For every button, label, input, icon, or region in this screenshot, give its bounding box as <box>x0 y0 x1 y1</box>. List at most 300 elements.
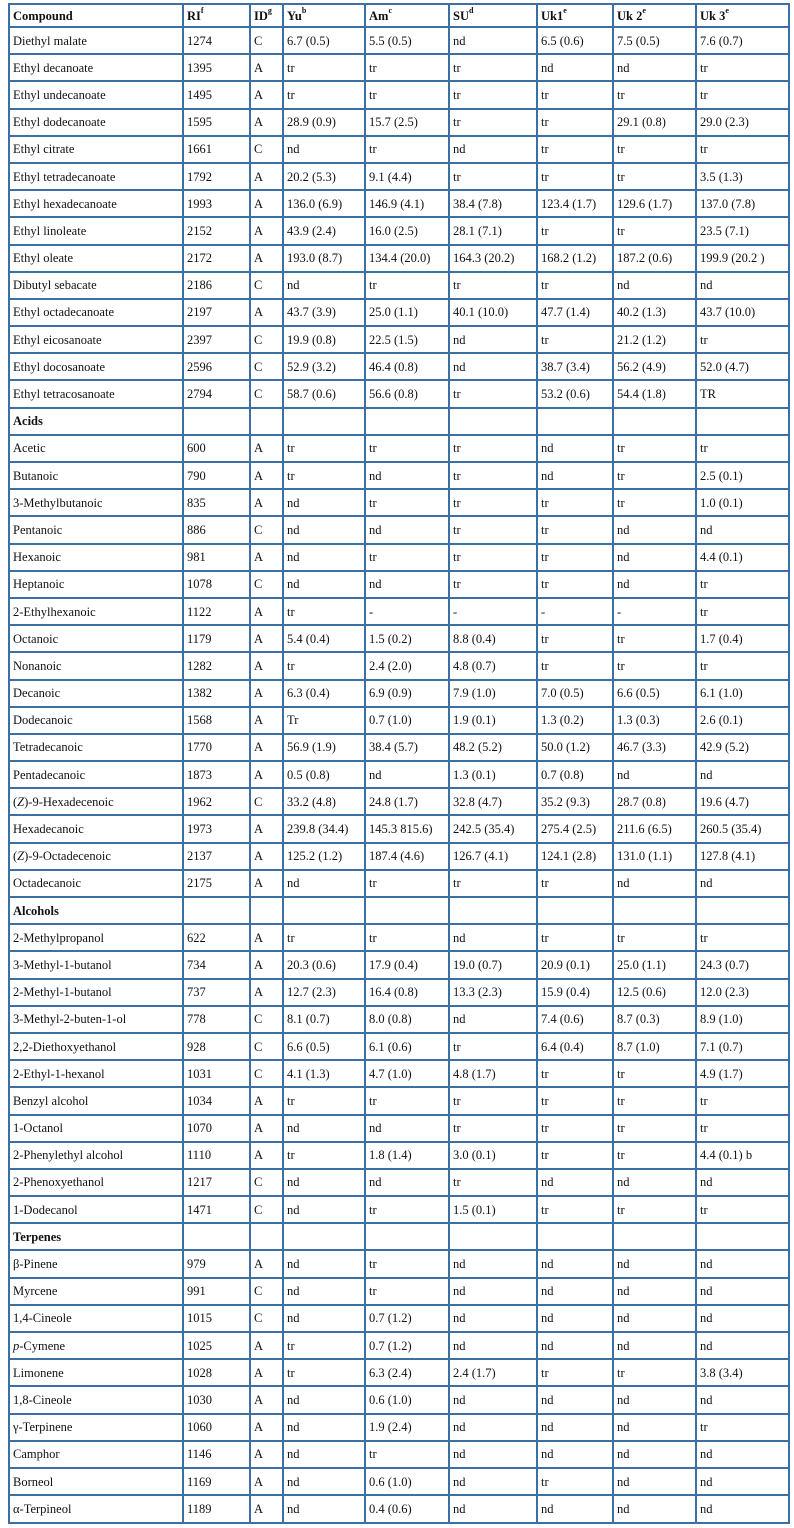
table-cell: 1.3 (0.3) <box>613 707 696 734</box>
compound-cell: 1,4-Cineole <box>9 1305 183 1332</box>
table-cell: tr <box>537 1196 613 1223</box>
table-cell: C <box>250 27 283 54</box>
table-cell: 2596 <box>183 353 250 380</box>
table-cell: tr <box>365 136 449 163</box>
table-cell: A <box>250 299 283 326</box>
table-row <box>9 81 789 108</box>
table-cell: 1060 <box>183 1414 250 1441</box>
table-cell: tr <box>537 81 613 108</box>
table-cell: nd <box>537 1441 613 1468</box>
compound-cell: 1,8-Cineole <box>9 1386 183 1413</box>
table-cell: 3.0 (0.1) <box>449 1142 537 1169</box>
table-cell: A <box>250 870 283 897</box>
table-cell <box>537 408 613 435</box>
table-cell: 56.6 (0.8) <box>365 380 449 407</box>
table-cell: 1.9 (2.4) <box>365 1414 449 1441</box>
table-cell: tr <box>365 870 449 897</box>
compound-cell: Dibutyl sebacate <box>9 272 183 299</box>
table-cell: 622 <box>183 924 250 951</box>
table-cell: 50.0 (1.2) <box>537 734 613 761</box>
column-header-footnote: e <box>642 6 646 16</box>
table-cell: tr <box>696 1115 789 1142</box>
compound-cell: 1-Dodecanol <box>9 1196 183 1223</box>
table-cell: nd <box>449 1386 537 1413</box>
compound-cell: p-Cymene <box>9 1332 183 1359</box>
table-cell: tr <box>537 136 613 163</box>
table-cell: 52.0 (4.7) <box>696 353 789 380</box>
compound-cell: Limonene <box>9 1359 183 1386</box>
table-cell: nd <box>696 1332 789 1359</box>
table-cell: nd <box>283 1305 365 1332</box>
table-row <box>9 544 789 571</box>
table-cell: nd <box>613 544 696 571</box>
table-row <box>9 843 789 870</box>
table-cell: 22.5 (1.5) <box>365 326 449 353</box>
compound-cell: Octadecanoic <box>9 870 183 897</box>
table-cell: 1025 <box>183 1332 250 1359</box>
table-cell: tr <box>449 1169 537 1196</box>
compound-cell: (Z)-9-Octadecenoic <box>9 843 183 870</box>
table-cell: nd <box>696 272 789 299</box>
table-cell: tr <box>449 272 537 299</box>
table-row <box>9 1169 789 1196</box>
compound-cell: Pentadecanoic <box>9 761 183 788</box>
table-cell: 8.7 (0.3) <box>613 1006 696 1033</box>
table-cell: A <box>250 1468 283 1495</box>
table-cell: tr <box>365 1441 449 1468</box>
table-row <box>9 190 789 217</box>
table-cell: 0.4 (0.6) <box>365 1495 449 1523</box>
table-row <box>9 489 789 516</box>
table-cell: C <box>250 1006 283 1033</box>
compound-cell: Ethyl citrate <box>9 136 183 163</box>
table-cell: nd <box>365 516 449 543</box>
table-cell <box>183 897 250 924</box>
table-cell: nd <box>283 1386 365 1413</box>
table-cell: 6.5 (0.6) <box>537 27 613 54</box>
table-row <box>9 1468 789 1495</box>
table-cell: tr <box>613 462 696 489</box>
table-cell: 275.4 (2.5) <box>537 815 613 842</box>
table-cell: tr <box>613 1115 696 1142</box>
table-cell: 835 <box>183 489 250 516</box>
table-cell: 6.3 (0.4) <box>283 680 365 707</box>
table-cell: 20.9 (0.1) <box>537 951 613 978</box>
table-cell: tr <box>537 924 613 951</box>
section-label: Alcohols <box>9 897 183 924</box>
table-cell: 1.8 (1.4) <box>365 1142 449 1169</box>
table-cell: 48.2 (5.2) <box>449 734 537 761</box>
compound-cell: Ethyl linoleate <box>9 217 183 244</box>
table-cell: nd <box>449 1414 537 1441</box>
column-header-label: Compound <box>13 8 73 23</box>
compound-cell: Butanoic <box>9 462 183 489</box>
table-cell: 25.0 (1.1) <box>613 951 696 978</box>
table-cell: nd <box>283 1468 365 1495</box>
table-cell: nd <box>449 1468 537 1495</box>
table-cell: nd <box>613 54 696 81</box>
table-cell: C <box>250 571 283 598</box>
table-cell: 778 <box>183 1006 250 1033</box>
table-cell: tr <box>449 516 537 543</box>
column-header-footnote: f <box>200 6 204 16</box>
table-cell: tr <box>696 1414 789 1441</box>
column-header-footnote: e <box>725 6 729 16</box>
table-cell: tr <box>365 924 449 951</box>
table-cell: tr <box>449 1033 537 1060</box>
table-cell: nd <box>613 1278 696 1305</box>
table-cell <box>283 408 365 435</box>
table-cell: 187.2 (0.6) <box>613 245 696 272</box>
table-cell: nd <box>283 1196 365 1223</box>
table-cell: A <box>250 54 283 81</box>
table-cell: 8.9 (1.0) <box>696 1006 789 1033</box>
table-cell: 1.3 (0.1) <box>449 761 537 788</box>
compound-cell: Hexadecanoic <box>9 815 183 842</box>
compound-cell: 3-Methyl-2-buten-1-ol <box>9 1006 183 1033</box>
table-cell: nd <box>449 136 537 163</box>
table-row <box>9 380 789 407</box>
table-cell: C <box>250 272 283 299</box>
table-cell: 1078 <box>183 571 250 598</box>
table-cell: nd <box>537 54 613 81</box>
table-cell: 187.4 (4.6) <box>365 843 449 870</box>
table-row <box>9 571 789 598</box>
table-cell: 17.9 (0.4) <box>365 951 449 978</box>
table-cell: tr <box>696 1196 789 1223</box>
table-cell: nd <box>283 1495 365 1523</box>
table-cell: 7.4 (0.6) <box>537 1006 613 1033</box>
column-header <box>250 4 283 27</box>
table-cell: tr <box>365 1196 449 1223</box>
table-cell: 242.5 (35.4) <box>449 815 537 842</box>
table-cell: 43.7 (3.9) <box>283 299 365 326</box>
column-header-footnote: b <box>301 6 307 16</box>
table-cell <box>613 897 696 924</box>
table-cell: 239.8 (34.4) <box>283 815 365 842</box>
table-cell: 0.6 (1.0) <box>365 1468 449 1495</box>
table-cell <box>449 1223 537 1250</box>
table-cell: TR <box>696 380 789 407</box>
table-cell: tr <box>283 1332 365 1359</box>
table-cell: 12.0 (2.3) <box>696 979 789 1006</box>
table-cell: A <box>250 1250 283 1277</box>
table-cell: tr <box>537 1060 613 1087</box>
table-cell: tr <box>613 1196 696 1223</box>
table-cell <box>537 897 613 924</box>
table-cell: tr <box>537 163 613 190</box>
table-cell: nd <box>449 1278 537 1305</box>
table-cell: 40.2 (1.3) <box>613 299 696 326</box>
table-cell: 6.3 (2.4) <box>365 1359 449 1386</box>
table-cell: 979 <box>183 1250 250 1277</box>
table-cell: nd <box>613 1250 696 1277</box>
table-cell: 211.6 (6.5) <box>613 815 696 842</box>
table-cell: tr <box>537 1468 613 1495</box>
table-cell: tr <box>283 652 365 679</box>
table-cell: tr <box>537 1142 613 1169</box>
column-header <box>9 4 183 27</box>
table-cell: tr <box>283 54 365 81</box>
table-cell: nd <box>283 571 365 598</box>
table-cell: 1382 <box>183 680 250 707</box>
table-cell: nd <box>613 272 696 299</box>
table-cell: nd <box>283 489 365 516</box>
table-cell: tr <box>283 81 365 108</box>
compound-cell: Dodecanoic <box>9 707 183 734</box>
compound-cell: Borneol <box>9 1468 183 1495</box>
table-cell: 1179 <box>183 625 250 652</box>
table-cell: tr <box>365 1087 449 1114</box>
table-cell: A <box>250 598 283 625</box>
table-cell: 8.0 (0.8) <box>365 1006 449 1033</box>
table-cell: 131.0 (1.1) <box>613 843 696 870</box>
table-cell: tr <box>365 489 449 516</box>
compound-cell: α-Terpineol <box>9 1495 183 1523</box>
table-cell: 8.8 (0.4) <box>449 625 537 652</box>
table-cell: 168.2 (1.2) <box>537 245 613 272</box>
table-cell: A <box>250 1441 283 1468</box>
table-cell: tr <box>613 652 696 679</box>
table-cell: 2172 <box>183 245 250 272</box>
table-cell: tr <box>449 870 537 897</box>
table-cell: C <box>250 516 283 543</box>
table-cell: 32.8 (4.7) <box>449 788 537 815</box>
table-cell: tr <box>283 462 365 489</box>
section-row <box>9 408 789 435</box>
table-row <box>9 1115 789 1142</box>
table-cell: 146.9 (4.1) <box>365 190 449 217</box>
compound-cell: 2-Phenoxyethanol <box>9 1169 183 1196</box>
table-cell <box>449 897 537 924</box>
table-cell: 21.2 (1.2) <box>613 326 696 353</box>
table-cell: tr <box>696 81 789 108</box>
table-cell: 1030 <box>183 1386 250 1413</box>
table-cell: tr <box>696 136 789 163</box>
table-row <box>9 788 789 815</box>
table-cell: 46.7 (3.3) <box>613 734 696 761</box>
table-cell: 1031 <box>183 1060 250 1087</box>
table-cell: 126.7 (4.1) <box>449 843 537 870</box>
table-cell: C <box>250 1060 283 1087</box>
table-cell: nd <box>696 1495 789 1523</box>
table-cell: nd <box>696 1250 789 1277</box>
table-cell: 928 <box>183 1033 250 1060</box>
table-cell: - <box>449 598 537 625</box>
table-cell: 4.1 (1.3) <box>283 1060 365 1087</box>
table-cell: 1110 <box>183 1142 250 1169</box>
table-cell: 124.1 (2.8) <box>537 843 613 870</box>
table-cell: 8.1 (0.7) <box>283 1006 365 1033</box>
compound-cell: Ethyl docosanoate <box>9 353 183 380</box>
compound-cell: 3-Methyl-1-butanol <box>9 951 183 978</box>
table-cell: 6.4 (0.4) <box>537 1033 613 1060</box>
table-cell: 56.9 (1.9) <box>283 734 365 761</box>
table-row <box>9 163 789 190</box>
table-cell: 1395 <box>183 54 250 81</box>
table-cell: tr <box>696 652 789 679</box>
table-row <box>9 1495 789 1523</box>
table-cell: 145.3 815.6) <box>365 815 449 842</box>
section-row <box>9 1223 789 1250</box>
column-header <box>613 4 696 27</box>
table-cell: 0.7 (0.8) <box>537 761 613 788</box>
column-header-footnote: g <box>267 6 272 16</box>
table-cell: nd <box>449 27 537 54</box>
compound-cell: 2-Phenylethyl alcohol <box>9 1142 183 1169</box>
table-cell: 46.4 (0.8) <box>365 353 449 380</box>
table-cell: nd <box>613 1495 696 1523</box>
table-row <box>9 1386 789 1413</box>
table-cell: tr <box>613 217 696 244</box>
table-cell: A <box>250 190 283 217</box>
table-cell: 199.9 (20.2 ) <box>696 245 789 272</box>
compound-cell: Ethyl undecanoate <box>9 81 183 108</box>
table-cell: 6.1 (0.6) <box>365 1033 449 1060</box>
table-row <box>9 353 789 380</box>
table-cell: nd <box>283 1169 365 1196</box>
table-row <box>9 245 789 272</box>
table-cell <box>283 897 365 924</box>
table-cell: 1.0 (0.1) <box>696 489 789 516</box>
table-cell: tr <box>537 1087 613 1114</box>
table-row <box>9 1278 789 1305</box>
table-cell: tr <box>696 54 789 81</box>
table-cell: nd <box>537 1495 613 1523</box>
table-cell <box>183 1223 250 1250</box>
table-cell: nd <box>283 1278 365 1305</box>
table-cell: tr <box>365 544 449 571</box>
table-cell: 19.9 (0.8) <box>283 326 365 353</box>
table-cell: nd <box>283 544 365 571</box>
table-cell: tr <box>449 54 537 81</box>
table-cell: nd <box>449 1495 537 1523</box>
table-cell: 2186 <box>183 272 250 299</box>
table-cell: 2.4 (1.7) <box>449 1359 537 1386</box>
table-cell: 1189 <box>183 1495 250 1523</box>
table-cell: nd <box>537 1278 613 1305</box>
table-cell: A <box>250 652 283 679</box>
table-cell: tr <box>613 489 696 516</box>
compound-cell: Ethyl dodecanoate <box>9 109 183 136</box>
table-cell: 193.0 (8.7) <box>283 245 365 272</box>
table-cell: 2.6 (0.1) <box>696 707 789 734</box>
table-cell: 1015 <box>183 1305 250 1332</box>
table-cell: nd <box>613 571 696 598</box>
compound-cell: Hexanoic <box>9 544 183 571</box>
table-cell <box>613 408 696 435</box>
table-cell: 1282 <box>183 652 250 679</box>
compound-table <box>8 3 790 1524</box>
table-cell: nd <box>365 571 449 598</box>
table-cell: A <box>250 951 283 978</box>
table-cell: nd <box>365 462 449 489</box>
table-cell: 1595 <box>183 109 250 136</box>
table-cell: 24.8 (1.7) <box>365 788 449 815</box>
compound-cell: Camphor <box>9 1441 183 1468</box>
table-cell: 2137 <box>183 843 250 870</box>
column-header-label: Am <box>369 8 389 23</box>
compound-cell: 2-Ethylhexanoic <box>9 598 183 625</box>
table-cell: 790 <box>183 462 250 489</box>
table-cell: nd <box>283 1250 365 1277</box>
table-row <box>9 707 789 734</box>
table-cell: tr <box>537 489 613 516</box>
compound-cell: 2-Ethyl-1-hexanol <box>9 1060 183 1087</box>
column-header <box>283 4 365 27</box>
table-cell: 7.9 (1.0) <box>449 680 537 707</box>
table-cell: 19.6 (4.7) <box>696 788 789 815</box>
table-cell: 1661 <box>183 136 250 163</box>
table-cell: 1962 <box>183 788 250 815</box>
table-cell <box>250 1223 283 1250</box>
column-header-label: Uk1 <box>541 8 564 23</box>
table-cell: nd <box>613 1414 696 1441</box>
table-cell: nd <box>696 870 789 897</box>
table-row <box>9 951 789 978</box>
table-cell: 1495 <box>183 81 250 108</box>
table-cell: tr <box>696 571 789 598</box>
table-cell: A <box>250 761 283 788</box>
table-cell: tr <box>613 1060 696 1087</box>
table-cell: 2.4 (2.0) <box>365 652 449 679</box>
table-cell: 7.5 (0.5) <box>613 27 696 54</box>
table-cell <box>365 897 449 924</box>
table-row <box>9 136 789 163</box>
table-cell: tr <box>449 109 537 136</box>
table-cell: A <box>250 734 283 761</box>
compound-cell: Octanoic <box>9 625 183 652</box>
table-cell: nd <box>283 516 365 543</box>
table-row <box>9 1332 789 1359</box>
table-cell: A <box>250 1386 283 1413</box>
compound-cell: 1-Octanol <box>9 1115 183 1142</box>
table-cell: 1169 <box>183 1468 250 1495</box>
compound-cell: Ethyl hexadecanoate <box>9 190 183 217</box>
table-cell: nd <box>365 1115 449 1142</box>
compound-cell: 3-Methylbutanoic <box>9 489 183 516</box>
table-cell: tr <box>537 516 613 543</box>
table-cell: nd <box>449 326 537 353</box>
table-row <box>9 299 789 326</box>
compound-cell: Nonanoic <box>9 652 183 679</box>
table-cell: 7.6 (0.7) <box>696 27 789 54</box>
table-cell: 1034 <box>183 1087 250 1114</box>
compound-cell: Ethyl octadecanoate <box>9 299 183 326</box>
table-cell: tr <box>449 571 537 598</box>
table-cell: nd <box>613 761 696 788</box>
compound-cell: Acetic <box>9 435 183 462</box>
table-cell: C <box>250 326 283 353</box>
table-cell: 24.3 (0.7) <box>696 951 789 978</box>
table-cell: tr <box>537 326 613 353</box>
table-cell: nd <box>613 1468 696 1495</box>
table-cell: nd <box>696 1305 789 1332</box>
table-cell: tr <box>696 1087 789 1114</box>
compound-cell: Tetradecanoic <box>9 734 183 761</box>
table-cell: 1.7 (0.4) <box>696 625 789 652</box>
table-cell: C <box>250 1196 283 1223</box>
table-row <box>9 435 789 462</box>
table-row <box>9 924 789 951</box>
table-cell: A <box>250 489 283 516</box>
table-cell: 4.4 (0.1) <box>696 544 789 571</box>
table-cell: A <box>250 1087 283 1114</box>
table-cell: tr <box>613 1142 696 1169</box>
table-cell: 52.9 (3.2) <box>283 353 365 380</box>
table-cell <box>696 897 789 924</box>
header-row <box>9 4 789 27</box>
